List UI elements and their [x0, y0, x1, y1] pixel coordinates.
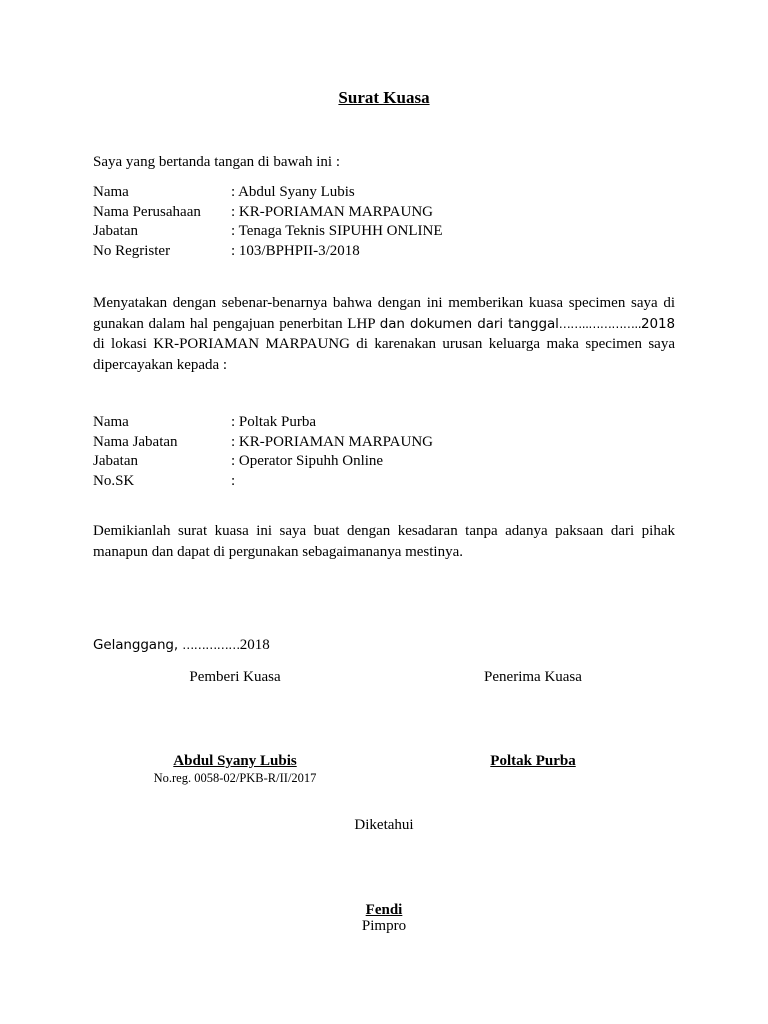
letter-title: Surat Kuasa [338, 88, 430, 107]
field-value: : Poltak Purba [231, 414, 316, 430]
field-label: Nama Perusahaan [93, 203, 201, 220]
field-value: : 103/BPHPII-3/2018 [231, 242, 360, 259]
date-year: 2018 [239, 637, 270, 653]
field-value: : KR-PORIAMAN MARPAUNG [231, 433, 433, 450]
statement-part1: Menyatakan dengan sebenar-benarnya bahwa dengan ini memberikan kuasa specimen saya di gunakan dalam hal pengajuan penerbitan LHP [93, 295, 675, 332]
field-value: : KR-PORIAMAN MARPAUNG [231, 203, 433, 220]
field-label: Jabatan [93, 223, 138, 240]
date-dots: …………… [182, 638, 240, 652]
statement-date-dots: ……..………….. [558, 316, 642, 331]
receiver-role: Penerima Kuasa [484, 669, 582, 685]
statement-part2: dan dokumen dari tanggal [379, 315, 559, 332]
field-row [93, 433, 433, 453]
acknowledger-title: Pimpro [361, 918, 407, 934]
closing-paragraph: Demikianlah surat kuasa ini saya buat dengan kesadaran tanpa adanya paksaan dari pihak manapun dan dapat di pergunakan sebagaimananya mestinya. [93, 523, 675, 560]
giver-registration: No.reg. 0058-02/PKB-R/II/2017 [153, 771, 317, 785]
field-value: : Abdul Syany Lubis [231, 184, 355, 200]
place-name: Gelanggang, [93, 637, 183, 653]
acknowledger-name: Fendi [365, 902, 403, 918]
field-row [93, 242, 443, 262]
field-label: No.SK [93, 472, 135, 489]
field-value: : Operator Sipuhh Online [231, 453, 384, 470]
field-value: : [231, 472, 236, 489]
statement-paragraph [93, 293, 675, 375]
place-date [93, 636, 270, 656]
receiver-fields [93, 413, 433, 491]
field-row [93, 203, 443, 223]
field-row [93, 222, 443, 242]
giver-fields [93, 183, 443, 261]
field-value: : Tenaga Teknis SIPUHH ONLINE [231, 223, 443, 240]
field-row [93, 472, 433, 492]
statement-year: 2018 [641, 315, 675, 332]
field-label: No Regrister [93, 242, 171, 259]
field-row [93, 183, 443, 203]
field-row [93, 452, 433, 472]
field-label: Nama Jabatan [93, 433, 178, 450]
field-row [93, 413, 433, 433]
field-label: Jabatan [93, 453, 138, 470]
field-label: Nama [93, 414, 129, 430]
receiver-signature-name: Poltak Purba [490, 753, 576, 769]
intro-text: Saya yang bertanda tangan di bawah ini : [93, 154, 341, 170]
giver-signature-name: Abdul Syany Lubis [173, 753, 297, 769]
field-label: Nama [93, 184, 129, 200]
giver-role: Pemberi Kuasa [189, 669, 281, 685]
statement-part3: di lokasi KR-PORIAMAN MARPAUNG di karenakan urusan keluarga maka specimen saya dipercayakan kepada : [93, 336, 675, 373]
acknowledged-label: Diketahui [354, 817, 414, 833]
